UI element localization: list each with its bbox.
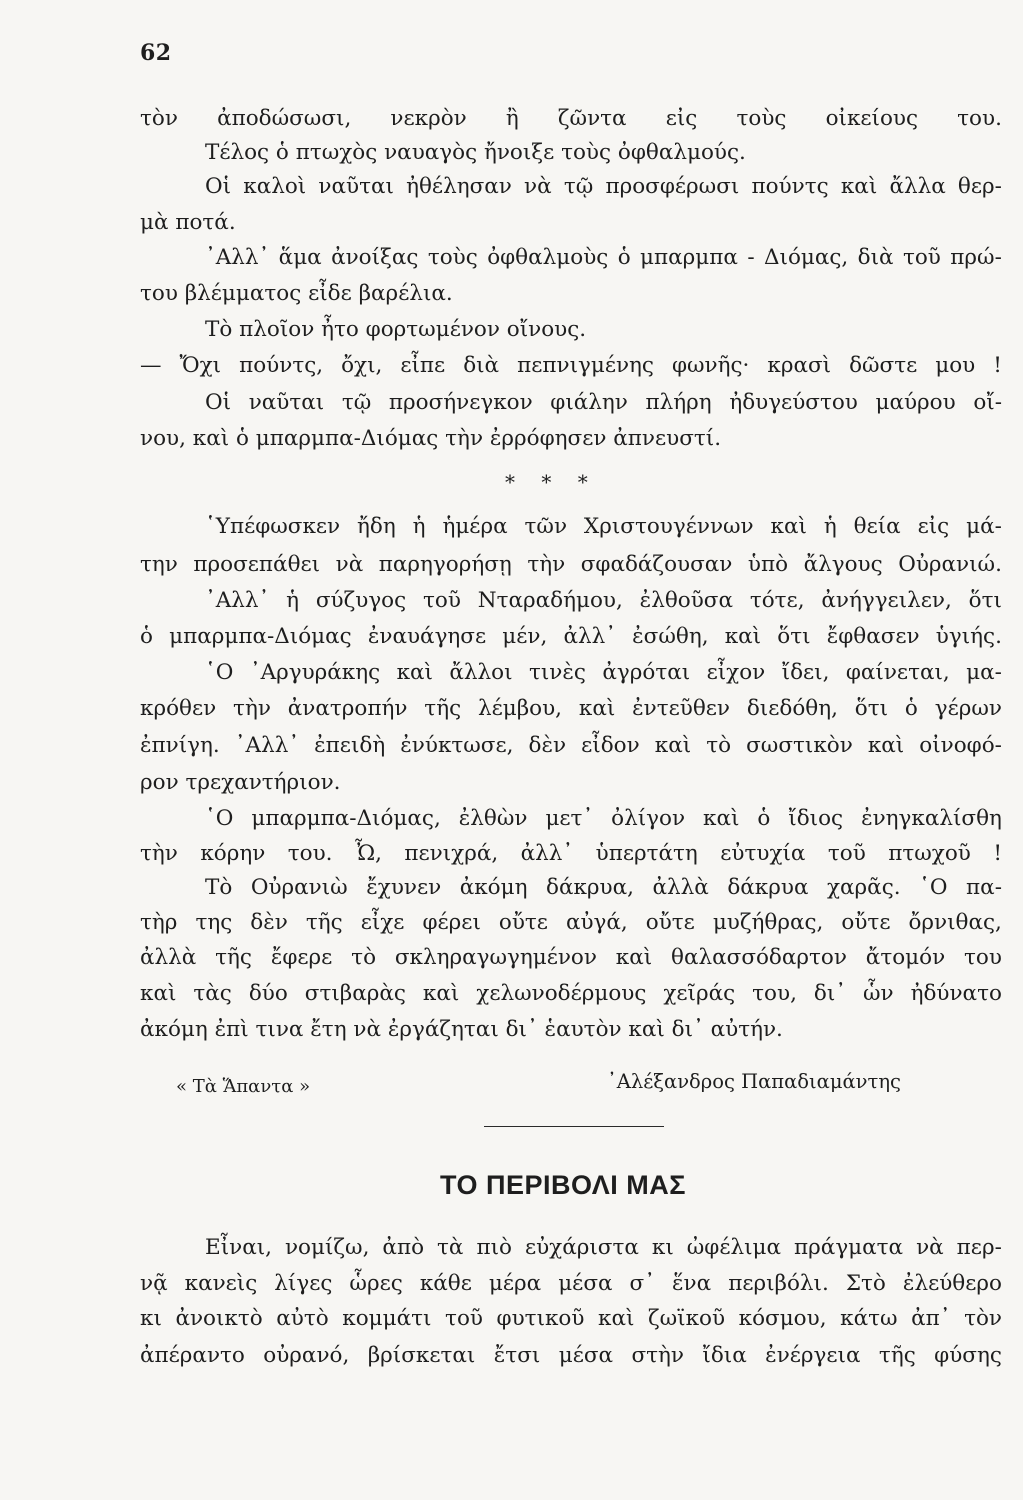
text-line: ἀπέραντο οὐρανό, βρίσκεται ἔτσι μέσα στὴν ἴδια ἐνέργεια τῆς φύσης xyxy=(140,1343,1002,1368)
text-line: τὴν κόρην του. Ὦ, πενιχρά, ἀλλ᾿ ὑπερτάτη εὐτυχία τοῦ πτωχοῦ ! xyxy=(140,841,1002,866)
text-line: Τέλος ὁ πτωχὸς ναυαγὸς ἤνοιξε τοὺς ὀφθαλμούς. xyxy=(205,140,746,165)
author-signature: ᾿Αλέξανδρος Παπαδιαμάντης xyxy=(607,1070,901,1093)
text-line: κι ἀνοικτὸ αὐτὸ κομμάτι τοῦ φυτικοῦ καὶ ζωϊκοῦ κόσμου, κάτω ἀπ᾿ τὸν xyxy=(140,1306,1002,1331)
text-line: νᾷ κανεὶς λίγες ὧρες κάθε μέρα μέσα σ᾿ ἕνα περιβόλι. Στὸ ἐλεύθερο xyxy=(140,1271,1002,1296)
text-line: τὴρ της δὲν τῆς εἶχε φέρει οὔτε αὐγά, οὔτε μυζήθρας, οὔτε ὄρνιθας, xyxy=(140,910,1002,935)
text-line: κρόθεν τὴν ἀνατροπήν τῆς λέμβου, καὶ ἐντεῦθεν διεδόθη, ὅτι ὁ γέρων xyxy=(140,696,1002,721)
text-line: τὸν ἀποδώσωσι, νεκρὸν ἢ ζῶντα εἰς τοὺς οἰκείους του. xyxy=(140,106,1002,131)
text-line: ῾Ο μπαρμπα-Διόμας, ἐλθὼν μετ᾿ ὀλίγον καὶ ὁ ἴδιος ἐνηγκαλίσθη xyxy=(205,806,1002,831)
source-citation: « Τὰ Ἅπαντα » xyxy=(176,1076,311,1097)
text-line: του βλέμματος εἶδε βαρέλια. xyxy=(140,281,453,306)
text-line: την προσεπάθει νὰ παρηγορήσῃ τὴν σφαδάζουσαν ὑπὸ ἄλγους Οὐρανιώ. xyxy=(140,552,1002,577)
text-line: ῾Υπέφωσκεν ἤδη ἡ ἡμέρα τῶν Χριστουγέννων καὶ ἡ θεία εἰς μά- xyxy=(205,514,1002,539)
section-divider xyxy=(484,1126,664,1127)
page-number: 62 xyxy=(140,40,172,66)
text-line: ἐπνίγη. ᾿Αλλ᾿ ἐπειδὴ ἐνύκτωσε, δὲν εἶδον καὶ τὸ σωστικὸν καὶ οἰνοφό- xyxy=(140,733,1002,758)
text-line: καὶ τὰς δύο στιβαρὰς καὶ χελωνοδέρμους χεῖράς του, δι᾿ ὧν ἠδύνατο xyxy=(140,981,1002,1006)
text-line: Τὸ πλοῖον ἦτο φορτωμένον οἴνους. xyxy=(205,317,587,342)
text-line: Οἱ ναῦται τῷ προσήνεγκον φιάλην πλήρη ἠδυγεύστου μαύρου οἴ- xyxy=(205,390,1002,415)
text-line: ὁ μπαρμπα-Διόμας ἐναυάγησε μέν, ἀλλ᾿ ἐσώθη, καὶ ὅτι ἔφθασεν ὑγιής. xyxy=(140,624,1002,649)
text-line: Εἶναι, νομίζω, ἀπὸ τὰ πιὸ εὐχάριστα κι ὠφέλιμα πράγματα νὰ περ- xyxy=(205,1235,1002,1260)
section-break-stars: * * * xyxy=(505,470,598,494)
text-line: ρον τρεχαντήριον. xyxy=(140,770,341,795)
text-line: νου, καὶ ὁ μπαρμπα-Διόμας τὴν ἐρρόφησεν ἀπνευστί. xyxy=(140,426,722,451)
text-line: μὰ ποτά. xyxy=(140,210,236,235)
text-line: ἀκόμη ἐπὶ τινα ἔτη νὰ ἐργάζηται δι᾿ ἑαυτὸν καὶ δι᾿ αὐτήν. xyxy=(140,1017,783,1042)
section-title: ΤΟ ΠΕΡΙΒΟΛΙ ΜΑΣ xyxy=(440,1170,687,1200)
text-line: ᾿Αλλ᾿ ἅμα ἀνοίξας τοὺς ὀφθαλμοὺς ὁ μπαρμπα - Διόμας, διὰ τοῦ πρώ- xyxy=(205,245,1002,270)
text-line: ῾Ο ᾿Αργυράκης καὶ ἄλλοι τινὲς ἀγρόται εἶχον ἴδει, φαίνεται, μα- xyxy=(205,660,1002,685)
text-line: Τὸ Οὐρανιὼ ἔχυνεν ἀκόμη δάκρυα, ἀλλὰ δάκρυα χαρᾶς. ῾Ο πα- xyxy=(205,875,1002,900)
text-line: Οἱ καλοὶ ναῦται ἠθέλησαν νὰ τῷ προσφέρωσι πούντς καὶ ἄλλα θερ- xyxy=(205,174,1002,199)
text-line: ἀλλὰ τῆς ἔφερε τὸ σκληραγωγημένον καὶ θαλασσόδαρτον ἄτομόν του xyxy=(140,945,1002,970)
text-line: — Ὄχι πούντς, ὄχι, εἶπε διὰ πεπνιγμένης φωνῆς· κρασὶ δῶστε μου ! xyxy=(140,353,1002,378)
text-line: ᾿Αλλ᾿ ἡ σύζυγος τοῦ Νταραδήμου, ἐλθοῦσα τότε, ἀνήγγειλεν, ὅτι xyxy=(205,588,1002,613)
